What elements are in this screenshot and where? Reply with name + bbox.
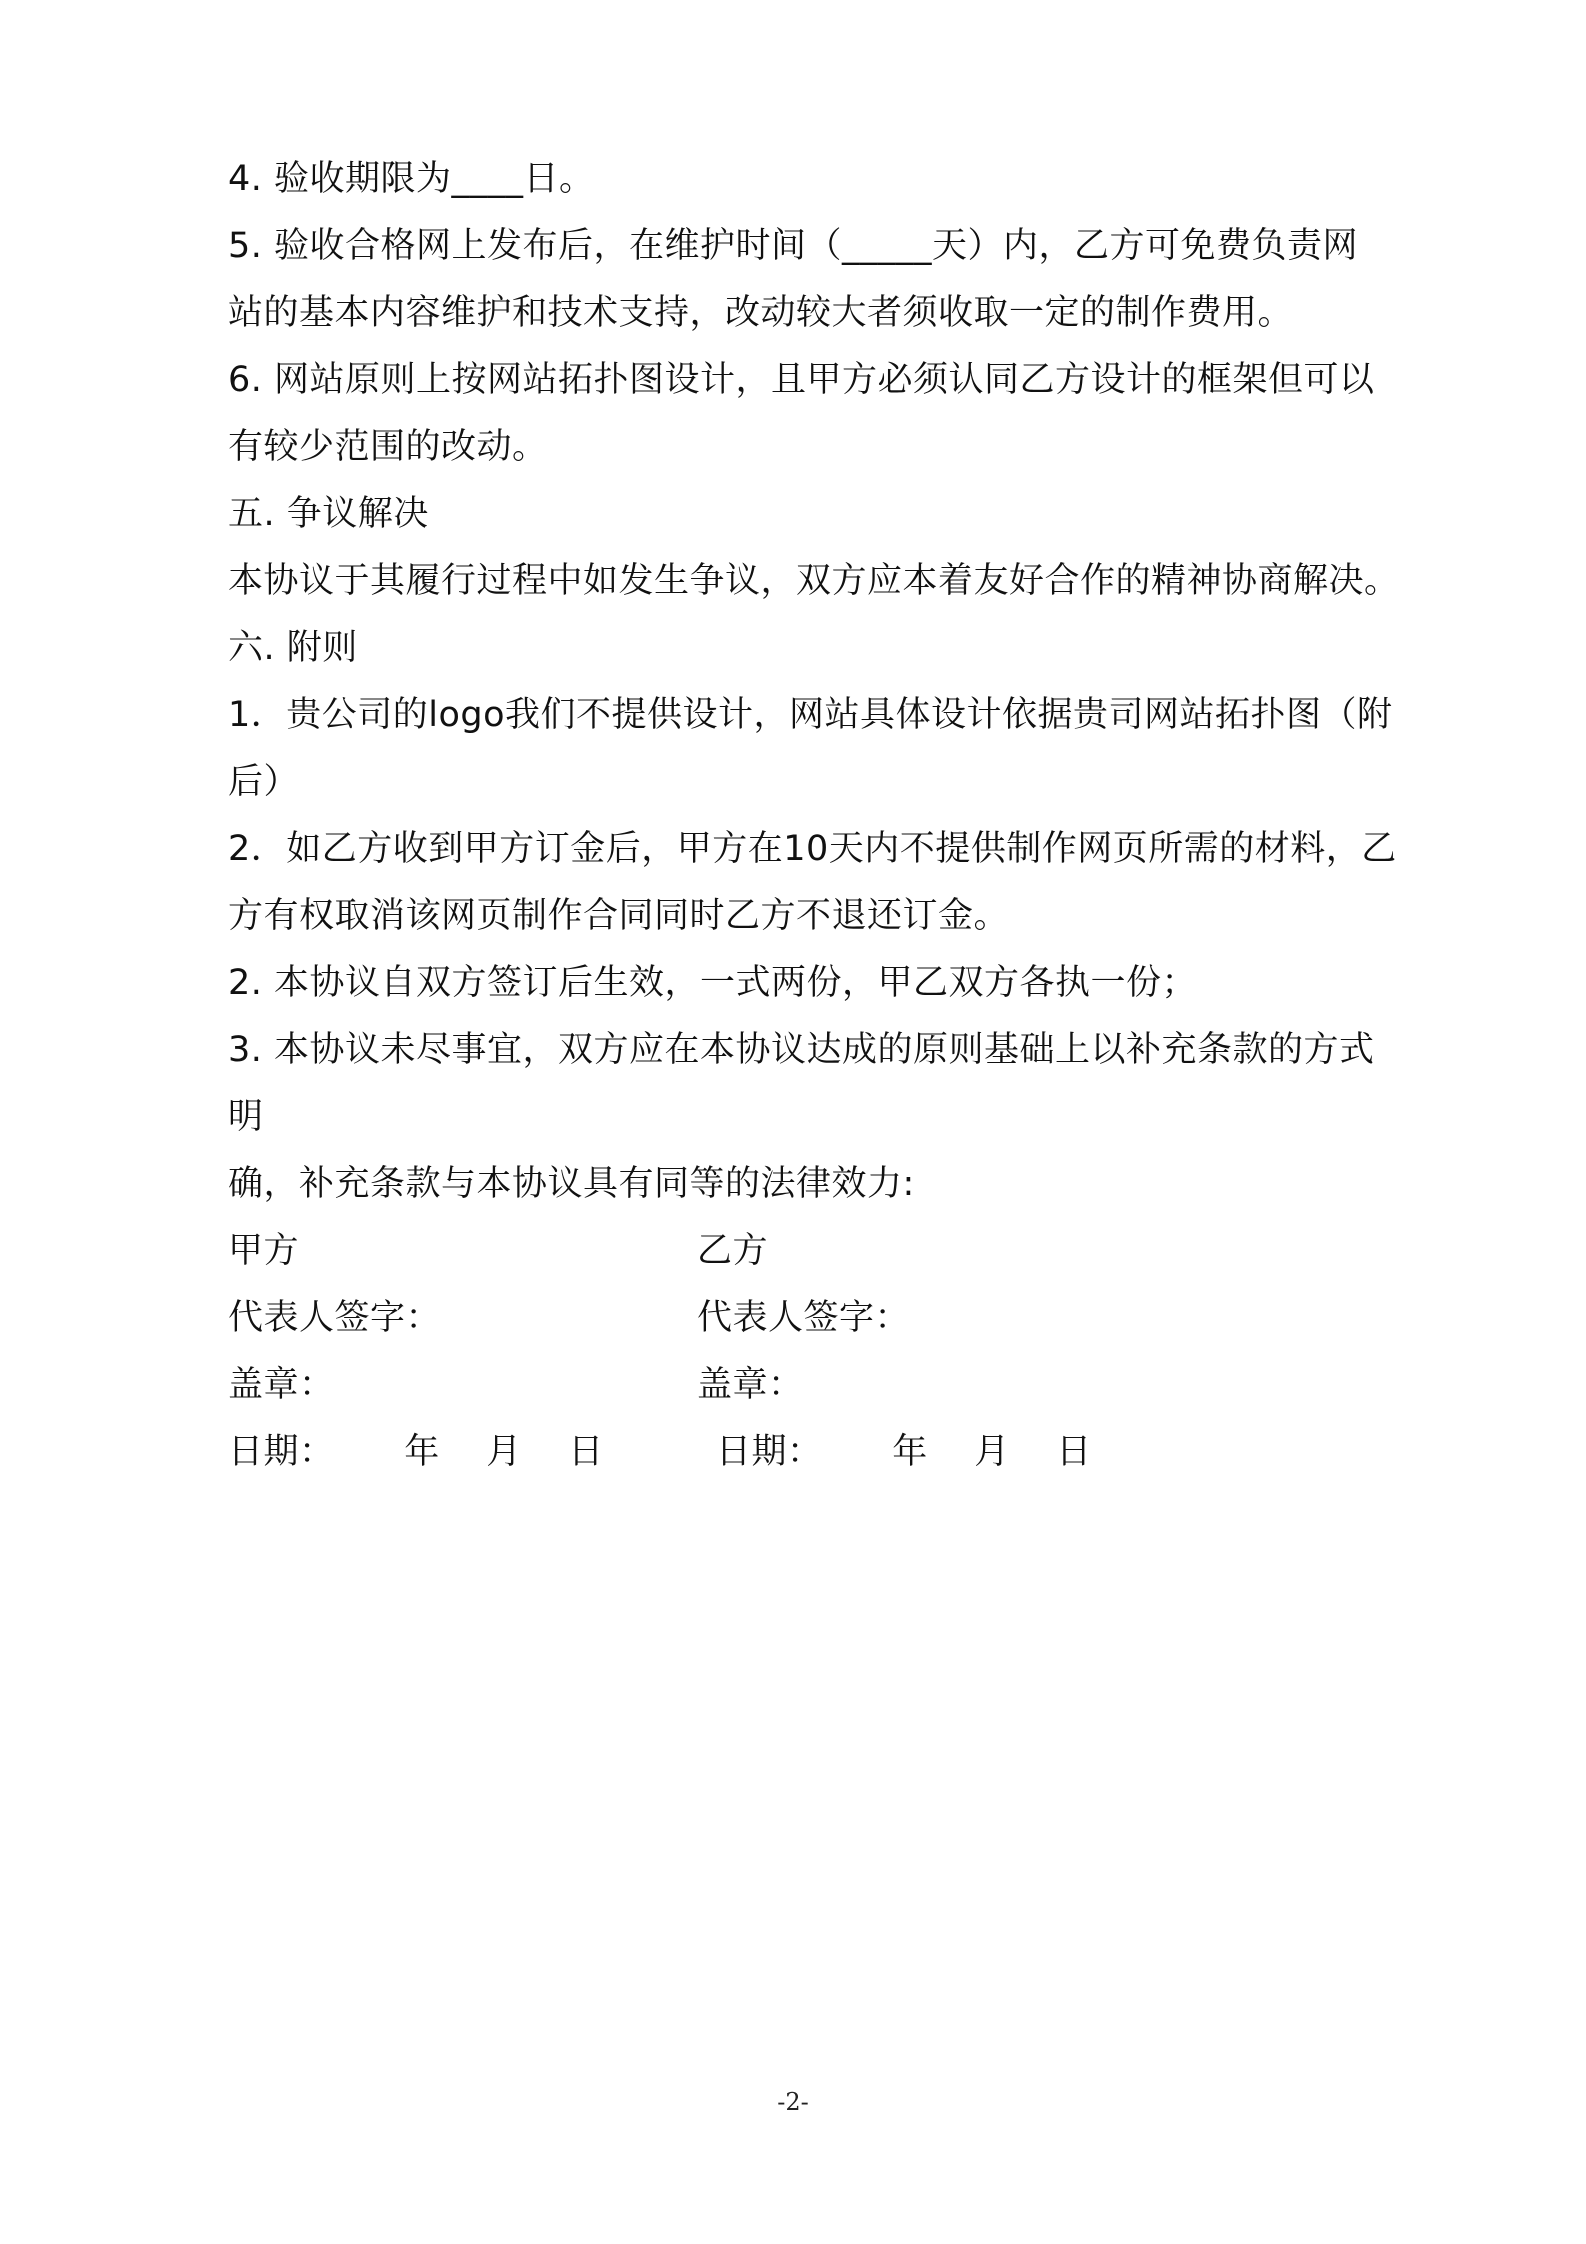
- party-b-date: 日期： 年 月 日: [716, 1432, 1092, 1472]
- clause-5-maintenance-line-2: 站的基本内容维护和技术支持，改动较大者须收取一定的制作费用。: [228, 293, 1294, 333]
- party-b-representative: 代表人签字：: [697, 1298, 911, 1338]
- supplementary-3-line-2: 明: [228, 1097, 264, 1137]
- party-b-seal: 盖章：: [697, 1365, 804, 1405]
- supplementary-3-line-3: 确，补充条款与本协议具有同等的法律效力:: [228, 1164, 915, 1204]
- supplementary-2-line-1: 2．如乙方收到甲方订金后，甲方在10天内不提供制作网页所需的材料，乙: [228, 829, 1397, 869]
- party-a-label: 甲方: [228, 1231, 300, 1271]
- supplementary-3-line-1: 3. 本协议未尽事宜，双方应在本协议达成的原则基础上以补充条款的方式: [228, 1030, 1375, 1070]
- agreement-body: [228, 146, 1448, 1486]
- clause-5-maintenance-line-1: 5. 验收合格网上发布后，在维护时间（_____天）内，乙方可免费负责网: [228, 226, 1359, 266]
- supplementary-1-line-1: 1．贵公司的logo我们不提供设计，网站具体设计依据贵司网站拓扑图（附: [228, 695, 1393, 735]
- clause-6-topology-line-1: 6. 网站原则上按网站拓扑图设计，且甲方必须认同乙方设计的框架但可以: [228, 360, 1375, 400]
- section-6-heading: 六. 附则: [228, 628, 358, 668]
- section-5-heading: 五. 争议解决: [228, 494, 429, 534]
- signature-seal-row: [228, 1352, 1448, 1419]
- supplementary-2-line-2: 方有权取消该网页制作合同同时乙方不退还订金。: [228, 896, 1010, 936]
- signature-representative-row: [228, 1285, 1448, 1352]
- party-b-label: 乙方: [697, 1231, 769, 1271]
- signature-date-row: [228, 1419, 1448, 1486]
- supplementary-2b-effect: 2. 本协议自双方签订后生效，一式两份，甲乙双方各执一份；: [228, 963, 1198, 1003]
- clause-4-acceptance-period: 4. 验收期限为____日。: [228, 159, 595, 199]
- party-a-seal: 盖章：: [228, 1365, 335, 1405]
- clause-6-topology-line-2: 有较少范围的改动。: [228, 427, 548, 467]
- party-a-representative: 代表人签字：: [228, 1298, 442, 1338]
- dispute-resolution-text: 本协议于其履行过程中如发生争议，双方应本着友好合作的精神协商解决。: [228, 561, 1400, 601]
- page-number: -2-: [777, 2088, 809, 2116]
- party-a-date: 日期： 年 月 日: [228, 1432, 604, 1472]
- signature-party-row: [228, 1218, 1448, 1285]
- supplementary-1-line-2: 后）: [228, 762, 300, 802]
